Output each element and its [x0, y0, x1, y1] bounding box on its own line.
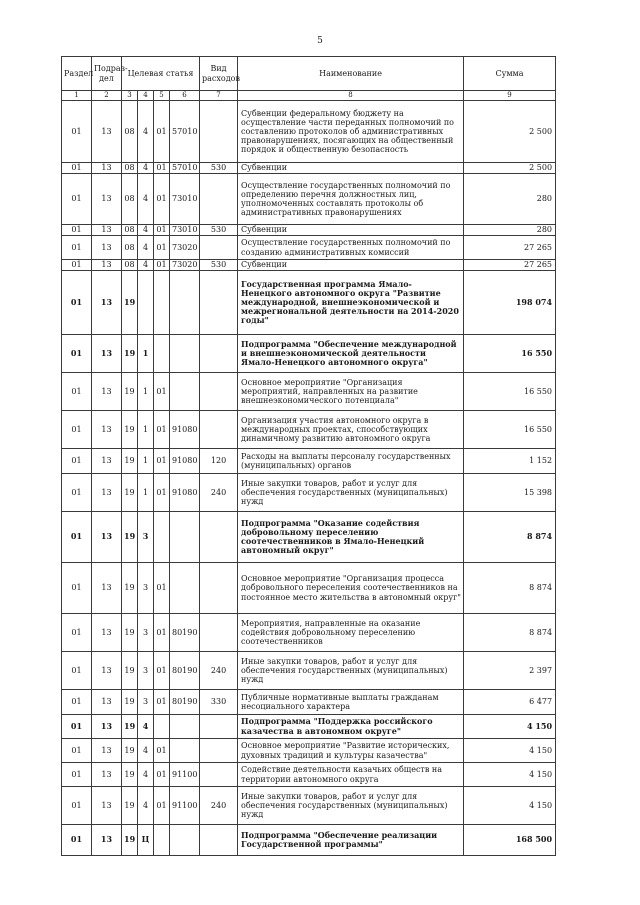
expense-type-cell	[200, 411, 238, 449]
sum-cell: 4 150	[464, 715, 556, 739]
podrazdel-cell: 13	[92, 449, 122, 474]
name-cell: Субвенции	[238, 260, 464, 271]
program-cell: 08	[122, 163, 138, 174]
program-cell: 19	[122, 787, 138, 825]
razdel-cell: 01	[62, 260, 92, 271]
table-row	[62, 174, 556, 225]
event-cell: 01	[154, 763, 170, 787]
sum-cell: 2 500	[464, 163, 556, 174]
sum-cell: 16 550	[464, 411, 556, 449]
subprogram-cell: 1	[138, 373, 154, 411]
razdel-cell: 01	[62, 787, 92, 825]
table-body	[62, 101, 556, 856]
sum-cell: 16 550	[464, 373, 556, 411]
direction-cell: 73020	[170, 260, 200, 271]
subprogram-cell: 1	[138, 449, 154, 474]
event-cell	[154, 512, 170, 563]
expense-type-cell: 240	[200, 474, 238, 512]
event-cell: 01	[154, 225, 170, 236]
subprogram-cell: 4	[138, 163, 154, 174]
direction-cell: 91080	[170, 411, 200, 449]
direction-cell: 80190	[170, 614, 200, 652]
direction-cell	[170, 825, 200, 856]
razdel-cell: 01	[62, 739, 92, 763]
podrazdel-cell: 13	[92, 739, 122, 763]
expense-type-cell: 530	[200, 260, 238, 271]
program-cell: 08	[122, 174, 138, 225]
table-row	[62, 271, 556, 335]
event-cell	[154, 271, 170, 335]
column-number-cell: 2	[92, 91, 122, 101]
program-cell: 19	[122, 563, 138, 614]
expense-type-cell	[200, 563, 238, 614]
expense-type-cell	[200, 271, 238, 335]
name-cell: Субвенции	[238, 225, 464, 236]
name-cell: Субвенции	[238, 163, 464, 174]
event-cell: 01	[154, 474, 170, 512]
program-cell: 19	[122, 335, 138, 373]
direction-cell	[170, 739, 200, 763]
subprogram-cell: 4	[138, 101, 154, 163]
table-row	[62, 563, 556, 614]
razdel-cell: 01	[62, 563, 92, 614]
name-cell: Основное мероприятие "Организация мероприятий, направленных на развитие внешнеэкономического потенциала"	[238, 373, 464, 411]
razdel-cell: 01	[62, 825, 92, 856]
table-row	[62, 690, 556, 715]
subprogram-cell: 4	[138, 260, 154, 271]
razdel-cell: 01	[62, 715, 92, 739]
podrazdel-cell: 13	[92, 614, 122, 652]
column-number-row	[62, 91, 556, 101]
expense-type-cell	[200, 174, 238, 225]
header-name: Наименование	[238, 57, 464, 91]
header-expense-type: Вид расходов	[200, 57, 238, 91]
razdel-cell: 01	[62, 512, 92, 563]
event-cell	[154, 825, 170, 856]
header-podrazdel: Подраз- дел	[92, 57, 122, 91]
razdel-cell: 01	[62, 652, 92, 690]
program-cell: 19	[122, 739, 138, 763]
sum-cell: 4 150	[464, 763, 556, 787]
expense-type-cell	[200, 825, 238, 856]
subprogram-cell: 4	[138, 787, 154, 825]
subprogram-cell: 4	[138, 739, 154, 763]
razdel-cell: 01	[62, 411, 92, 449]
direction-cell: 73020	[170, 236, 200, 260]
table-row	[62, 474, 556, 512]
sum-cell: 27 265	[464, 236, 556, 260]
event-cell: 01	[154, 449, 170, 474]
column-number-cell: 8	[238, 91, 464, 101]
table-row	[62, 373, 556, 411]
sum-cell: 27 265	[464, 260, 556, 271]
name-cell: Организация участия автономного округа в международных проектах, способствующих динамичному развитию автономного округа	[238, 411, 464, 449]
podrazdel-cell: 13	[92, 763, 122, 787]
razdel-cell: 01	[62, 163, 92, 174]
name-cell: Содействие деятельности казачьих обществ на территории автономного округа	[238, 763, 464, 787]
subprogram-cell: 4	[138, 763, 154, 787]
podrazdel-cell: 13	[92, 260, 122, 271]
sum-cell: 16 550	[464, 335, 556, 373]
event-cell: 01	[154, 690, 170, 715]
subprogram-cell: Ц	[138, 825, 154, 856]
expense-type-cell	[200, 512, 238, 563]
sum-cell: 2 397	[464, 652, 556, 690]
event-cell: 01	[154, 260, 170, 271]
podrazdel-cell: 13	[92, 163, 122, 174]
event-cell: 01	[154, 101, 170, 163]
program-cell: 19	[122, 690, 138, 715]
subprogram-cell: 4	[138, 225, 154, 236]
name-cell: Подпрограмма "Оказание содействия добровольному переселению соотечественников в Ямало-Ненецкий автономный округ"	[238, 512, 464, 563]
table-row	[62, 449, 556, 474]
podrazdel-cell: 13	[92, 373, 122, 411]
program-cell: 08	[122, 260, 138, 271]
podrazdel-cell: 13	[92, 335, 122, 373]
event-cell: 01	[154, 236, 170, 260]
program-cell: 19	[122, 411, 138, 449]
direction-cell: 73010	[170, 174, 200, 225]
podrazdel-cell: 13	[92, 690, 122, 715]
expense-type-cell	[200, 763, 238, 787]
podrazdel-cell: 13	[92, 787, 122, 825]
table-row	[62, 715, 556, 739]
subprogram-cell: 3	[138, 563, 154, 614]
program-cell: 19	[122, 715, 138, 739]
name-cell: Подпрограмма "Обеспечение международной и внешнеэкономической деятельности Ямало-Ненецкого автономного округа"	[238, 335, 464, 373]
expense-type-cell	[200, 715, 238, 739]
event-cell: 01	[154, 411, 170, 449]
header-sum: Сумма	[464, 57, 556, 91]
table-row	[62, 512, 556, 563]
subprogram-cell: 3	[138, 652, 154, 690]
direction-cell: 91080	[170, 449, 200, 474]
razdel-cell: 01	[62, 101, 92, 163]
subprogram-cell: 1	[138, 335, 154, 373]
direction-cell	[170, 373, 200, 411]
column-number-cell: 5	[154, 91, 170, 101]
table-row	[62, 411, 556, 449]
subprogram-cell: 4	[138, 715, 154, 739]
expense-type-cell	[200, 335, 238, 373]
table-row	[62, 225, 556, 236]
name-cell: Мероприятия, направленные на оказание содействия добровольному переселению соотечественников	[238, 614, 464, 652]
event-cell: 01	[154, 614, 170, 652]
sum-cell: 4 150	[464, 787, 556, 825]
podrazdel-cell: 13	[92, 512, 122, 563]
expense-type-cell	[200, 236, 238, 260]
table-row	[62, 163, 556, 174]
sum-cell: 8 874	[464, 563, 556, 614]
expense-type-cell: 240	[200, 652, 238, 690]
podrazdel-cell: 13	[92, 101, 122, 163]
razdel-cell: 01	[62, 614, 92, 652]
sum-cell: 198 074	[464, 271, 556, 335]
podrazdel-cell: 13	[92, 652, 122, 690]
column-number-cell: 6	[170, 91, 200, 101]
razdel-cell: 01	[62, 474, 92, 512]
direction-cell	[170, 335, 200, 373]
razdel-cell: 01	[62, 236, 92, 260]
razdel-cell: 01	[62, 225, 92, 236]
sum-cell: 168 500	[464, 825, 556, 856]
event-cell	[154, 715, 170, 739]
column-number-cell: 1	[62, 91, 92, 101]
table-row	[62, 614, 556, 652]
razdel-cell: 01	[62, 690, 92, 715]
name-cell: Подпрограмма "Обеспечение реализации Государственной программы"	[238, 825, 464, 856]
sum-cell: 15 398	[464, 474, 556, 512]
event-cell: 01	[154, 563, 170, 614]
name-cell: Иные закупки товаров, работ и услуг для обеспечения государственных (муниципальных) нужд	[238, 787, 464, 825]
podrazdel-cell: 13	[92, 271, 122, 335]
program-cell: 19	[122, 474, 138, 512]
name-cell: Подпрограмма "Поддержка российского казачества в автономном округе"	[238, 715, 464, 739]
razdel-cell: 01	[62, 271, 92, 335]
name-cell: Осуществление государственных полномочий по созданию административных комиссий	[238, 236, 464, 260]
table-row	[62, 335, 556, 373]
table-row	[62, 260, 556, 271]
name-cell: Основное мероприятие "Развитие исторических, духовных традиций и культуры казачества"	[238, 739, 464, 763]
program-cell: 08	[122, 101, 138, 163]
event-cell: 01	[154, 174, 170, 225]
sum-cell: 4 150	[464, 739, 556, 763]
expense-type-cell	[200, 614, 238, 652]
podrazdel-cell: 13	[92, 825, 122, 856]
razdel-cell: 01	[62, 335, 92, 373]
expense-type-cell	[200, 739, 238, 763]
name-cell: Государственная программа Ямало-Ненецкого автономного округа "Развитие международной, внешнеэкономической и межрегиональной деятельности на 2014-2020 годы"	[238, 271, 464, 335]
podrazdel-cell: 13	[92, 411, 122, 449]
name-cell: Иные закупки товаров, работ и услуг для обеспечения государственных (муниципальных) нужд	[238, 474, 464, 512]
razdel-cell: 01	[62, 449, 92, 474]
sum-cell: 280	[464, 174, 556, 225]
podrazdel-cell: 13	[92, 563, 122, 614]
direction-cell: 57010	[170, 163, 200, 174]
event-cell: 01	[154, 739, 170, 763]
table-row	[62, 825, 556, 856]
name-cell: Субвенции федеральному бюджету на осуществление части переданных полномочий по составлению протоколов об административных правонарушениях, посягающих на общественный порядок и общественную безопасность	[238, 101, 464, 163]
program-cell: 19	[122, 652, 138, 690]
program-cell: 19	[122, 271, 138, 335]
event-cell: 01	[154, 652, 170, 690]
expense-type-cell: 120	[200, 449, 238, 474]
table-row	[62, 787, 556, 825]
program-cell: 19	[122, 763, 138, 787]
program-cell: 19	[122, 614, 138, 652]
razdel-cell: 01	[62, 174, 92, 225]
sum-cell: 8 874	[464, 614, 556, 652]
name-cell: Осуществление государственных полномочий по определению перечня должностных лиц, уполномоченных составлять протоколы об административных правонарушениях	[238, 174, 464, 225]
header-row	[62, 57, 556, 91]
expense-type-cell: 240	[200, 787, 238, 825]
sum-cell: 8 874	[464, 512, 556, 563]
expense-type-cell: 530	[200, 163, 238, 174]
program-cell: 19	[122, 449, 138, 474]
column-number-cell: 9	[464, 91, 556, 101]
event-cell	[154, 335, 170, 373]
subprogram-cell: 3	[138, 614, 154, 652]
subprogram-cell: 3	[138, 512, 154, 563]
column-number-cell: 4	[138, 91, 154, 101]
direction-cell	[170, 715, 200, 739]
direction-cell: 73010	[170, 225, 200, 236]
razdel-cell: 01	[62, 373, 92, 411]
table-row	[62, 236, 556, 260]
subprogram-cell	[138, 271, 154, 335]
name-cell: Расходы на выплаты персоналу государственных (муниципальных) органов	[238, 449, 464, 474]
podrazdel-cell: 13	[92, 474, 122, 512]
razdel-cell: 01	[62, 763, 92, 787]
podrazdel-cell: 13	[92, 715, 122, 739]
expense-type-cell	[200, 373, 238, 411]
table-row	[62, 101, 556, 163]
header-target-article: Целевая статья	[122, 57, 200, 91]
program-cell: 08	[122, 225, 138, 236]
direction-cell: 57010	[170, 101, 200, 163]
table-row	[62, 739, 556, 763]
direction-cell	[170, 563, 200, 614]
column-number-cell: 3	[122, 91, 138, 101]
direction-cell: 91080	[170, 474, 200, 512]
header-razdel: Раздел	[62, 57, 92, 91]
direction-cell	[170, 271, 200, 335]
expense-type-cell	[200, 101, 238, 163]
sum-cell: 280	[464, 225, 556, 236]
name-cell: Публичные нормативные выплаты гражданам несоциального характера	[238, 690, 464, 715]
budget-table	[61, 56, 556, 856]
subprogram-cell: 3	[138, 690, 154, 715]
program-cell: 08	[122, 236, 138, 260]
subprogram-cell: 1	[138, 411, 154, 449]
podrazdel-cell: 13	[92, 174, 122, 225]
sum-cell: 2 500	[464, 101, 556, 163]
direction-cell	[170, 512, 200, 563]
event-cell: 01	[154, 163, 170, 174]
direction-cell: 91100	[170, 763, 200, 787]
direction-cell: 91100	[170, 787, 200, 825]
page-number: 5	[317, 36, 323, 46]
expense-type-cell: 530	[200, 225, 238, 236]
program-cell: 19	[122, 512, 138, 563]
sum-cell: 1 152	[464, 449, 556, 474]
subprogram-cell: 4	[138, 174, 154, 225]
name-cell: Иные закупки товаров, работ и услуг для обеспечения государственных (муниципальных) нужд	[238, 652, 464, 690]
event-cell: 01	[154, 373, 170, 411]
event-cell: 01	[154, 787, 170, 825]
expense-type-cell: 330	[200, 690, 238, 715]
sum-cell: 6 477	[464, 690, 556, 715]
column-number-cell: 7	[200, 91, 238, 101]
subprogram-cell: 1	[138, 474, 154, 512]
direction-cell: 80190	[170, 652, 200, 690]
table-row	[62, 763, 556, 787]
program-cell: 19	[122, 373, 138, 411]
program-cell: 19	[122, 825, 138, 856]
name-cell: Основное мероприятие "Организация процесса добровольного переселения соотечественников на постоянное место жительства в автономный округ"	[238, 563, 464, 614]
podrazdel-cell: 13	[92, 236, 122, 260]
direction-cell: 80190	[170, 690, 200, 715]
subprogram-cell: 4	[138, 236, 154, 260]
table-row	[62, 652, 556, 690]
podrazdel-cell: 13	[92, 225, 122, 236]
